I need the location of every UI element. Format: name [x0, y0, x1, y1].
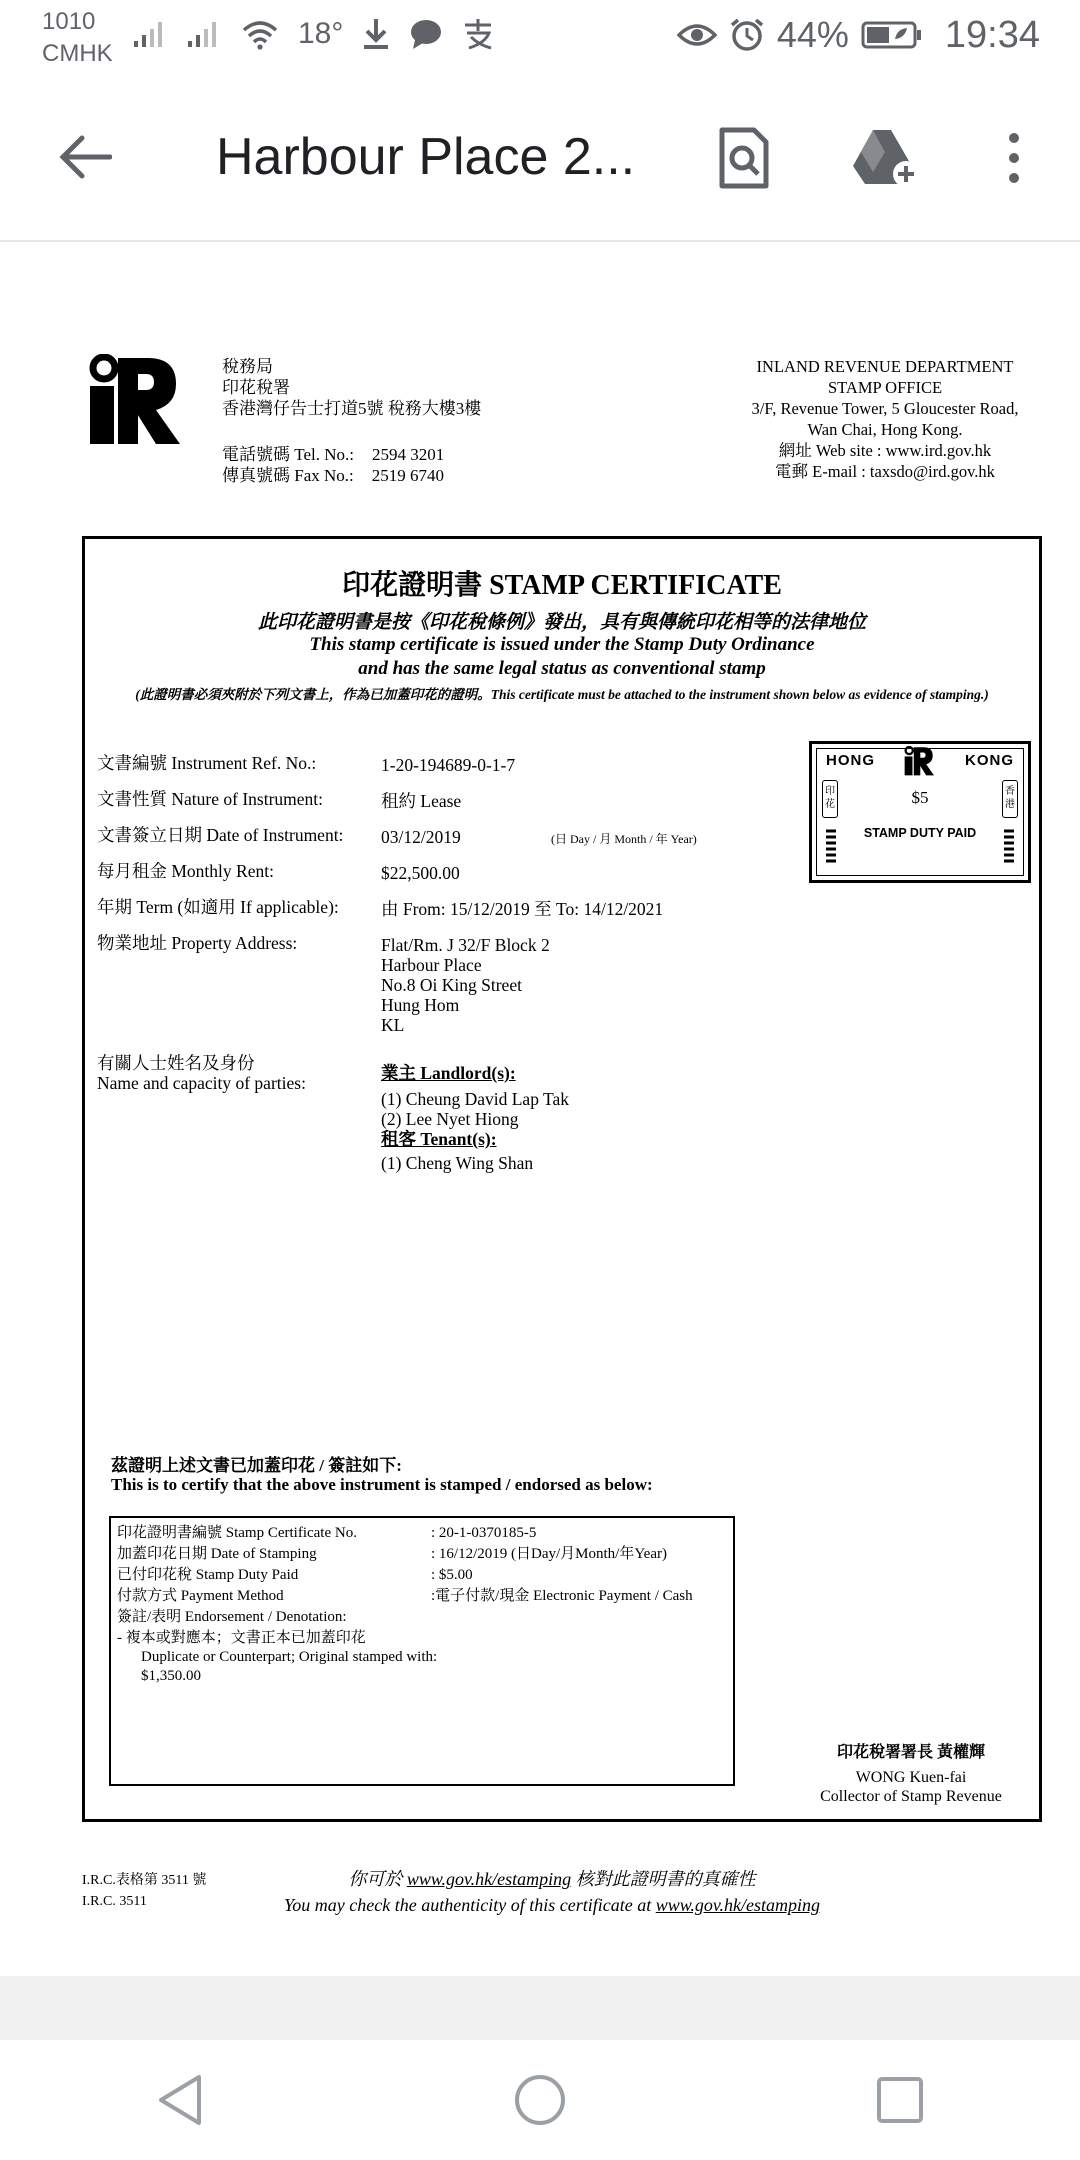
certificate-title: 印花證明書 STAMP CERTIFICATE	[342, 570, 782, 601]
agency-en-line: Wan Chai, Hong Kong.	[807, 420, 963, 439]
back-button[interactable]	[50, 122, 120, 192]
date-format-hint: (日 Day / 月 Month / 年 Year)	[551, 832, 697, 846]
field-label: 文書簽立日期 Date of Instrument:	[97, 825, 344, 845]
field-value: 03/12/2019	[381, 827, 461, 847]
parties-label	[97, 1053, 306, 1093]
endorsement-label: 付款方式 Payment Method	[117, 1588, 284, 1604]
field-value: 租約 Lease	[381, 791, 462, 811]
battery-icon	[861, 19, 923, 51]
endorsement-box	[109, 1516, 735, 1786]
nav-back-button[interactable]	[120, 2040, 240, 2160]
endorsement-value: : $5.00	[431, 1567, 473, 1583]
find-in-document-button[interactable]	[706, 120, 782, 196]
stamp-coil-icon	[824, 828, 838, 864]
collector-signature	[785, 1743, 1037, 1806]
authenticity-note	[222, 1866, 882, 1918]
email-line: 電郵 E-mail : taxsdo@ird.gov.hk	[775, 462, 995, 481]
endorsement-label: 已付印花稅 Stamp Duty Paid	[117, 1567, 299, 1583]
signal-icon-2	[186, 19, 222, 49]
form-number-cn: I.R.C.表格第 3511 號	[82, 1873, 207, 1888]
app-bar	[0, 70, 1080, 242]
field-label: 每月租金 Monthly Rent:	[97, 861, 274, 881]
battery-percent: 44%	[776, 14, 849, 55]
signature-cn: 印花稅署署長 黃權輝	[836, 1744, 985, 1761]
fax-value: 2519 6740	[371, 466, 444, 485]
address-line: Harbour Place	[381, 955, 482, 975]
signal-icon	[132, 19, 168, 49]
check-cn-pre: 你可於	[348, 1869, 407, 1889]
eye-comfort-icon	[677, 19, 717, 51]
property-address	[381, 935, 550, 1035]
tel-value: 2594 3201	[371, 445, 445, 464]
agency-en-line: INLAND REVENUE DEPARTMENT	[756, 357, 1014, 376]
address-line: Flat/Rm. J 32/F Block 2	[381, 935, 550, 955]
tenant-heading: 租客 Tenant(s):	[381, 1129, 497, 1149]
stamp-coil-icon	[1002, 828, 1016, 864]
certify-statement-cn: 茲證明上述文書已加蓋印花 / 簽註如下:	[111, 1456, 402, 1475]
field-value: 1-20-194689-0-1-7	[381, 755, 516, 775]
circle-home-icon	[513, 2073, 567, 2127]
square-recents-icon	[875, 2075, 925, 2125]
download-icon	[361, 17, 391, 51]
stamp-kong: KONG	[965, 752, 1014, 769]
check-cn-post: 核對此證明書的真確性	[571, 1869, 756, 1889]
endorsement-label: 加蓋印花日期 Date of Stamping	[117, 1546, 317, 1562]
document-title: Harbour Place 2...	[216, 128, 636, 186]
add-to-drive-button[interactable]	[848, 120, 924, 196]
chat-bubble-icon	[409, 18, 443, 50]
field-value: 由 From: 15/12/2019 至 To: 14/12/2021	[381, 899, 664, 919]
agency-cn-line: 稅務局	[222, 357, 273, 376]
estamping-link-en[interactable]: www.gov.hk/estamping	[655, 1895, 821, 1915]
stamp-certificate	[82, 536, 1042, 1822]
status-bar	[0, 0, 1080, 70]
address-line: KL	[381, 1015, 405, 1035]
parties-label-cn: 有關人士姓名及身份	[97, 1053, 255, 1073]
stamp-side-left: 印花	[822, 780, 838, 818]
landlord-item: (1) Cheung David Lap Tak	[381, 1089, 569, 1109]
form-number	[82, 1870, 206, 1912]
document-search-icon	[716, 126, 772, 190]
clock: 19:34	[944, 13, 1040, 56]
website-line: 網址 Web site : www.ird.gov.hk	[778, 441, 992, 460]
form-number-en: I.R.C. 3511	[82, 1894, 147, 1909]
carrier-name: CMHK	[42, 40, 113, 67]
endorsement-value: : 16/12/2019 (日Day/月Month/年Year)	[431, 1546, 667, 1562]
stamp-ird-logo-icon	[902, 746, 936, 776]
document-viewer[interactable]	[0, 242, 1080, 1976]
denotation-line: Duplicate or Counterpart; Original stamped with:	[141, 1649, 438, 1665]
denotation-line: $1,350.00	[141, 1668, 201, 1684]
check-en-pre: You may check the authenticity of this certificate at	[283, 1895, 656, 1915]
agency-cn-line: 香港灣仔告士打道5號 稅務大樓3樓	[222, 399, 482, 418]
more-options-button[interactable]	[976, 120, 1052, 196]
signature-name: WONG Kuen-fai	[855, 1769, 967, 1786]
certificate-subtitle-cn: 此印花證明書是按《印花稅條例》發出，具有與傳統印花相等的法律地位	[257, 612, 866, 633]
tenant-item: (1) Cheng Wing Shan	[381, 1153, 534, 1173]
endorsement-label: 印花證明書編號 Stamp Certificate No.	[117, 1525, 357, 1541]
parties-label-en: Name and capacity of parties:	[97, 1073, 306, 1093]
agency-en-line: 3/F, Revenue Tower, 5 Gloucester Road,	[751, 399, 1019, 418]
denotation-text	[117, 1629, 437, 1686]
status-icons-left	[132, 12, 495, 56]
triangle-back-icon	[155, 2073, 205, 2127]
stamp-hong: HONG	[826, 752, 875, 769]
stamp-side-right: 香港	[1002, 780, 1018, 818]
field-value: $22,500.00	[381, 863, 460, 883]
stamp-paid-label: STAMP DUTY PAID	[863, 826, 977, 840]
system-nav-bar	[0, 2040, 1080, 2160]
agency-contact	[222, 444, 444, 486]
status-icons-right	[677, 10, 1040, 60]
certificate-note: (此證明書必須夾附於下列文書上，作為已加蓋印花的證明。This certificate must be attached to the instrument shown below as evidence of stamping.)	[135, 687, 989, 702]
certificate-subtitle-en-2: and has the same legal status as conventional stamp	[358, 658, 766, 679]
parties-list	[381, 1063, 569, 1173]
arrow-back-icon	[58, 134, 112, 180]
certificate-subtitle-en-1: This stamp certificate is issued under the Stamp Duty Ordinance	[309, 634, 815, 655]
agency-en-line: STAMP OFFICE	[827, 378, 943, 397]
tel-label: 電話號碼 Tel. No.:	[222, 445, 354, 464]
field-label: 文書編號 Instrument Ref. No.:	[97, 753, 317, 773]
endorsement-value: :電子付款/現金 Electronic Payment / Cash	[431, 1588, 693, 1604]
address-line: No.8 Oi King Street	[381, 975, 522, 995]
estamping-link[interactable]: www.gov.hk/estamping	[406, 1869, 572, 1889]
denotation-label: 簽註/表明 Endorsement / Denotation:	[117, 1609, 347, 1625]
endorsement-value: : 20-1-0370185-5	[431, 1525, 537, 1541]
field-label: 物業地址 Property Address:	[97, 933, 298, 953]
stamp-amount: $5	[911, 788, 929, 807]
denotation-line: - 複本或對應本；文書正本已加蓋印花	[117, 1630, 366, 1646]
landlord-item: (2) Lee Nyet Hiong	[381, 1109, 519, 1129]
google-drive-add-icon	[851, 128, 921, 188]
address-line: Hung Hom	[381, 995, 460, 1015]
more-vert-icon	[1004, 130, 1024, 186]
signature-title: Collector of Stamp Revenue	[820, 1788, 1002, 1805]
alipay-icon	[461, 17, 495, 51]
field-label: 年期 Term (如適用 If applicable):	[97, 897, 339, 917]
agency-en-address	[714, 356, 1056, 482]
wifi-icon	[240, 18, 280, 50]
stamp-duty-seal	[809, 741, 1031, 883]
certificate-subtitle-en	[85, 633, 1039, 681]
carrier-info	[42, 6, 113, 70]
network-speed: 1010	[42, 8, 96, 35]
field-label: 文書性質 Nature of Instrument:	[97, 789, 323, 809]
landlord-heading: 業主 Landlord(s):	[381, 1063, 516, 1083]
ird-logo-icon	[86, 354, 182, 446]
nav-recents-button[interactable]	[840, 2040, 960, 2160]
agency-cn-line: 印花稅署	[222, 378, 290, 397]
nav-home-button[interactable]	[480, 2040, 600, 2160]
temperature: 18°	[298, 17, 344, 50]
agency-cn-address	[222, 356, 481, 419]
document-page	[0, 242, 1080, 1976]
certify-statement-en: This is to certify that the above instrument is stamped / endorsed as below:	[111, 1475, 653, 1494]
fax-label: 傳真號碼 Fax No.:	[222, 466, 354, 485]
alarm-icon	[729, 17, 765, 53]
